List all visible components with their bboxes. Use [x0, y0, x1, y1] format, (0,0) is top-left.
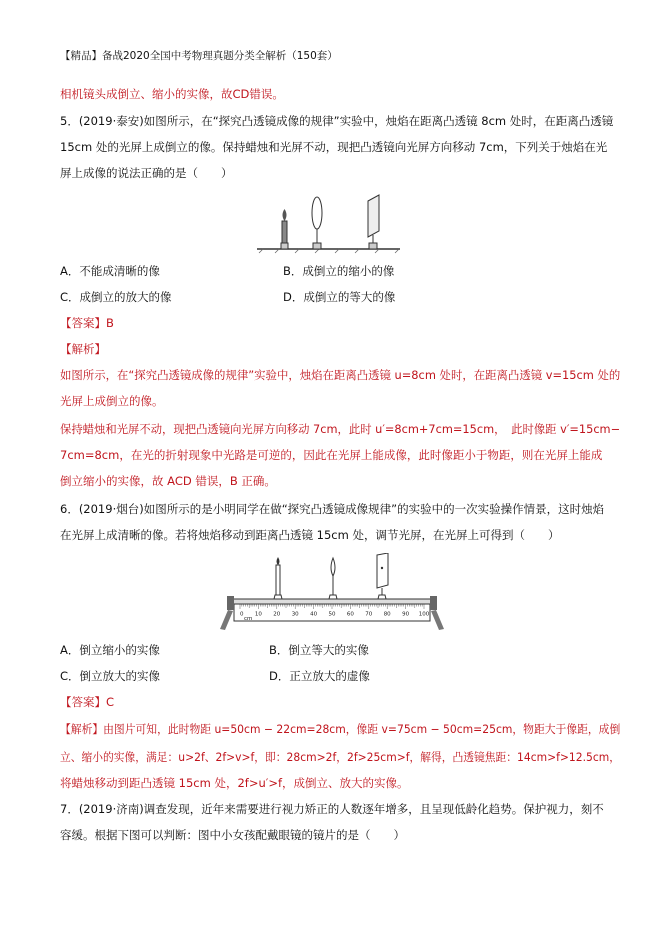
answer-value: B: [106, 316, 114, 330]
q6-analysis-line: [60, 721, 620, 737]
ruler-tick-label: 30: [291, 611, 299, 618]
answer-label: 【答案】: [60, 695, 106, 709]
ruler-tick-label: 90: [402, 611, 410, 618]
q5-option-a: A．不能成清晰的像: [60, 264, 160, 278]
q6-text-line: 6．(2019·烟台)如图所示的是小明同学在做“探究凸透镜成像规律”的实验中的一次实验操作情景，这时烛焰: [60, 502, 605, 516]
q6-option-a: A．倒立缩小的实像: [60, 643, 160, 657]
q5-analysis-line: 如图所示，在“探究凸透镜成像的规律”实验中，烛焰在距离凸透镜 u=8cm 处时，在距离凸透镜 v=15cm 处的: [60, 368, 621, 382]
q6-option-b: B．倒立等大的实像: [269, 643, 369, 657]
answer-label: 【答案】: [60, 316, 106, 330]
page-header: 【精品】备战2020全国中考物理真题分类全解析（150套）: [60, 50, 338, 62]
ruler-tick-label: 10: [254, 611, 262, 618]
q7-text-line: 7．(2019·济南)调查发现，近年来需要进行视力矫正的人数逐年增多，且呈现低龄化趋势。保护视力，刻不: [60, 802, 604, 816]
analysis-text: 由图片可知，此时物距 u=50cm − 22cm=28cm，像距 v=75cm − 50cm=25cm，物距大于像距，成倒: [103, 722, 621, 736]
q6-optical-bench-figure: [212, 553, 452, 635]
q5-text-line: 屏上成像的说法正确的是（ ）: [60, 166, 233, 180]
ruler-tick-label: 50: [328, 611, 336, 618]
q5-analysis-line: 7cm=8cm，在光的折射现象中光路是可逆的，因此在光屏上能成像，此时像距小于物距，则在光屏上能成: [60, 448, 603, 462]
ruler-tick-label: 70: [365, 611, 373, 618]
q6-option-c: C．倒立放大的实像: [60, 669, 161, 683]
q7-text-line: 容缓。根据下图可以判断：图中小女孩配戴眼镜的镜片的是（ ）: [60, 828, 405, 842]
ruler-tick-label: 60: [346, 611, 354, 618]
q5-option-c: C．成倒立的放大的像: [60, 290, 172, 304]
ruler-tick-label: 100: [418, 611, 430, 618]
q5-option-b: B．成倒立的缩小的像: [283, 264, 395, 278]
q5-analysis-line: 光屏上成倒立的像。: [60, 394, 164, 408]
ruler-tick-label: 20: [273, 611, 281, 618]
q5-optical-bench-figure: [255, 185, 405, 255]
q5-option-d: D．成倒立的等大的像: [283, 290, 396, 304]
q5-text-line: 5．(2019·泰安)如图所示，在“探究凸透镜成像的规律”实验中，烛焰在距离凸透镜 8cm 处时，在距离凸透镜: [60, 114, 614, 128]
q5-analysis-line: 保持蜡烛和光屏不动，现把凸透镜向光屏方向移动 7cm，此时 u′=8cm+7cm=15cm， 此时像距 v′=15cm−: [60, 422, 621, 436]
q5-answer: [60, 315, 114, 331]
q6-option-d: D．正立放大的虚像: [269, 669, 370, 683]
q5-analysis-label: 【解析】: [60, 342, 106, 356]
previous-answer-tail: 相机镜头成倒立、缩小的实像，故CD错误。: [60, 87, 284, 101]
analysis-label: 【解析】: [60, 722, 104, 736]
q6-analysis-line: 将蜡烛移动到距凸透镜 15cm 处，2f>u′>f，成倒立、放大的实像。: [60, 776, 409, 790]
ruler-tick-label: 0: [240, 611, 244, 618]
q6-answer: [60, 694, 114, 710]
q6-analysis-line: 立、缩小的实像，满足：u>2f、2f>v>f，即：28cm>2f，2f>25cm>f，解得，凸透镜焦距：14cm>f>12.5cm，: [60, 750, 620, 764]
answer-value: C: [106, 695, 115, 709]
q5-analysis-line: 倒立缩小的实像，故 ACD 错误，B 正确。: [60, 474, 276, 488]
ruler-tick-label: 40: [310, 611, 318, 618]
q5-text-line: 15cm 处的光屏上成倒立的像。保持蜡烛和光屏不动，现把凸透镜向光屏方向移动 7cm，下列关于烛焰在光: [60, 140, 608, 154]
q6-text-line: 在光屏上成清晰的像。若将烛焰移动到距离凸透镜 15cm 处，调节光屏，在光屏上可得到（ ）: [60, 528, 560, 542]
ruler-tick-label: cm: [244, 616, 253, 622]
ruler-tick-label: 80: [383, 611, 391, 618]
